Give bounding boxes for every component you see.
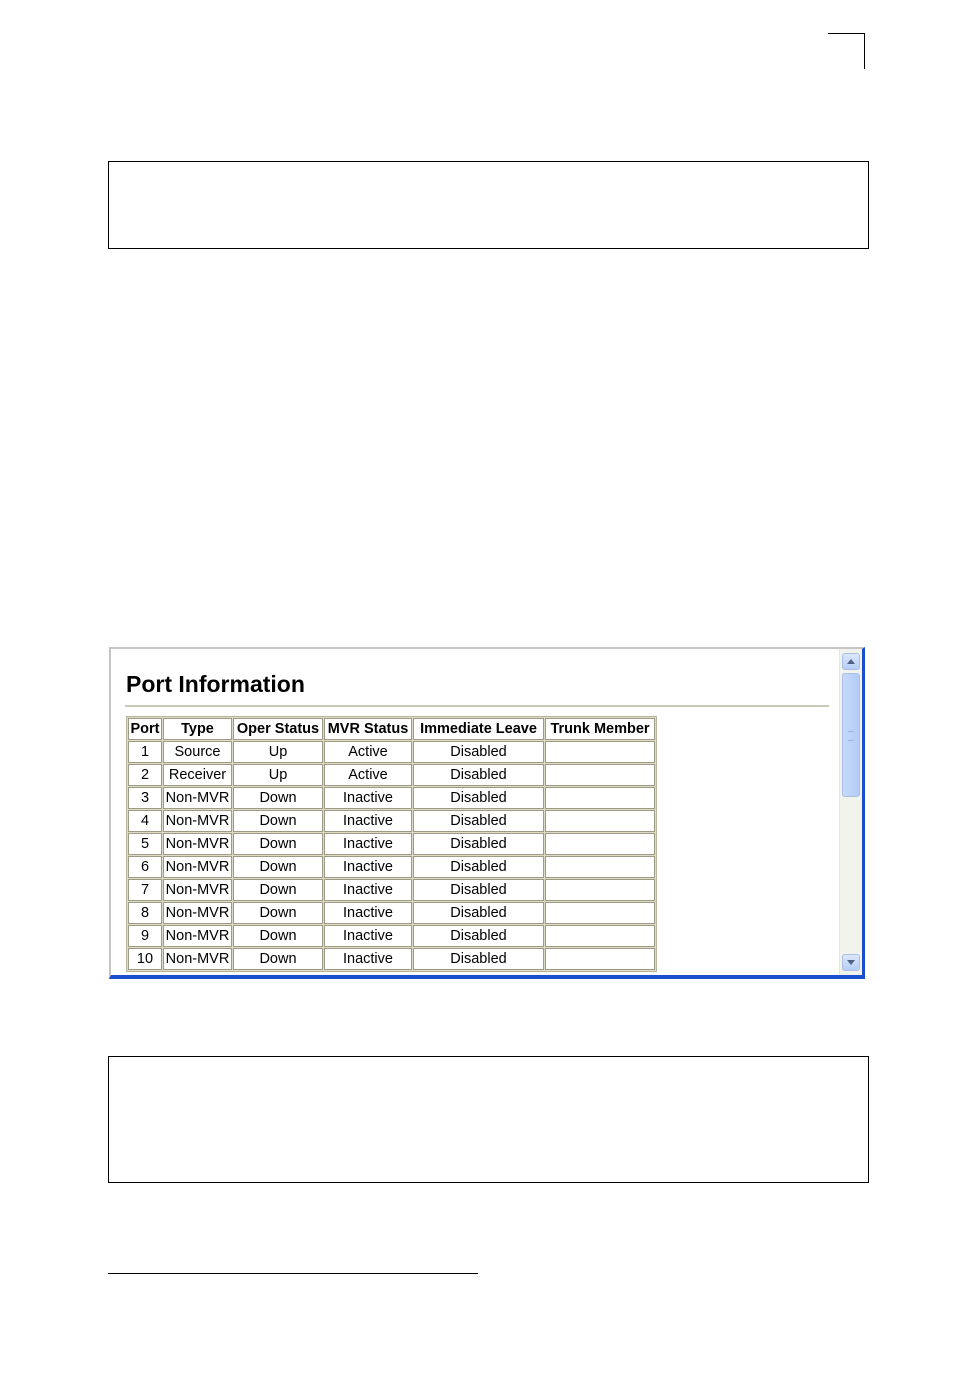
corner-crop-mark	[828, 33, 865, 69]
cell-oper-status: Down	[233, 856, 323, 878]
cell-immediate-leave: Disabled	[413, 856, 544, 878]
cell-immediate-leave: Disabled	[413, 741, 544, 763]
cell-oper-status: Down	[233, 879, 323, 901]
cell-mvr-status: Active	[324, 741, 412, 763]
cell-port: 8	[128, 902, 162, 924]
cell-port: 7	[128, 879, 162, 901]
cell-mvr-status: Inactive	[324, 879, 412, 901]
cell-immediate-leave: Disabled	[413, 764, 544, 786]
table-row	[128, 764, 655, 786]
cell-mvr-status: Inactive	[324, 833, 412, 855]
table-row	[128, 741, 655, 763]
cell-port: 1	[128, 741, 162, 763]
port-information-window	[109, 647, 865, 979]
cell-type: Non-MVR	[163, 787, 232, 809]
header-immediate-leave: Immediate Leave	[413, 718, 544, 740]
header-mvr-status: MVR Status	[324, 718, 412, 740]
cell-type: Receiver	[163, 764, 232, 786]
cell-port: 6	[128, 856, 162, 878]
arrow-down-icon	[847, 960, 855, 965]
page-title: Port Information	[126, 671, 305, 697]
grip-icon	[848, 731, 854, 741]
cell-immediate-leave: Disabled	[413, 787, 544, 809]
scroll-down-button[interactable]	[842, 954, 860, 971]
cell-immediate-leave: Disabled	[413, 879, 544, 901]
cell-immediate-leave: Disabled	[413, 948, 544, 970]
cell-type: Non-MVR	[163, 925, 232, 947]
port-table	[126, 716, 657, 972]
cell-type: Non-MVR	[163, 879, 232, 901]
cell-port: 3	[128, 787, 162, 809]
footnote-divider	[108, 1273, 478, 1274]
header-oper-status: Oper Status	[233, 718, 323, 740]
header-port: Port	[128, 718, 162, 740]
cell-mvr-status: Inactive	[324, 925, 412, 947]
cell-oper-status: Down	[233, 787, 323, 809]
cell-trunk-member	[545, 902, 655, 924]
cell-type: Non-MVR	[163, 810, 232, 832]
table-row	[128, 810, 655, 832]
window-content	[111, 649, 839, 975]
cell-trunk-member	[545, 925, 655, 947]
cell-port: 4	[128, 810, 162, 832]
scroll-thumb[interactable]	[842, 673, 860, 797]
cell-trunk-member	[545, 810, 655, 832]
title-divider	[125, 705, 829, 707]
arrow-up-icon	[847, 659, 855, 664]
cell-oper-status: Down	[233, 810, 323, 832]
cell-immediate-leave: Disabled	[413, 902, 544, 924]
table-row	[128, 833, 655, 855]
cell-port: 9	[128, 925, 162, 947]
cell-mvr-status: Inactive	[324, 856, 412, 878]
cell-oper-status: Up	[233, 741, 323, 763]
table-header-row	[128, 718, 655, 740]
cell-trunk-member	[545, 833, 655, 855]
table-row	[128, 948, 655, 970]
cell-trunk-member	[545, 764, 655, 786]
cell-mvr-status: Inactive	[324, 902, 412, 924]
cell-trunk-member	[545, 787, 655, 809]
cell-oper-status: Down	[233, 833, 323, 855]
cell-port: 5	[128, 833, 162, 855]
cell-type: Non-MVR	[163, 856, 232, 878]
cell-oper-status: Up	[233, 764, 323, 786]
cell-mvr-status: Inactive	[324, 948, 412, 970]
cell-trunk-member	[545, 879, 655, 901]
empty-frame-bottom	[108, 1056, 869, 1183]
cell-mvr-status: Inactive	[324, 810, 412, 832]
header-type: Type	[163, 718, 232, 740]
cell-immediate-leave: Disabled	[413, 810, 544, 832]
cell-immediate-leave: Disabled	[413, 925, 544, 947]
table-row	[128, 856, 655, 878]
vertical-scrollbar[interactable]	[839, 649, 862, 975]
cell-trunk-member	[545, 741, 655, 763]
table-row	[128, 902, 655, 924]
cell-mvr-status: Active	[324, 764, 412, 786]
cell-oper-status: Down	[233, 948, 323, 970]
cell-immediate-leave: Disabled	[413, 833, 544, 855]
table-row	[128, 925, 655, 947]
cell-oper-status: Down	[233, 902, 323, 924]
cell-oper-status: Down	[233, 925, 323, 947]
cell-trunk-member	[545, 856, 655, 878]
scroll-up-button[interactable]	[842, 653, 860, 670]
cell-trunk-member	[545, 948, 655, 970]
cell-port: 10	[128, 948, 162, 970]
header-trunk-member: Trunk Member	[545, 718, 655, 740]
table-row	[128, 787, 655, 809]
cell-type: Source	[163, 741, 232, 763]
cell-type: Non-MVR	[163, 948, 232, 970]
cell-port: 2	[128, 764, 162, 786]
cell-type: Non-MVR	[163, 833, 232, 855]
cell-mvr-status: Inactive	[324, 787, 412, 809]
cell-type: Non-MVR	[163, 902, 232, 924]
empty-frame-top	[108, 161, 869, 249]
table-row	[128, 879, 655, 901]
